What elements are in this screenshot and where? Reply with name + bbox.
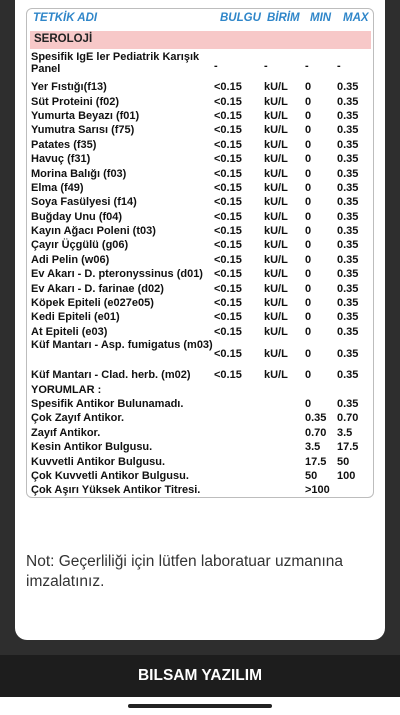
test-name: Ev Akarı - D. farinae (d02) — [31, 282, 164, 295]
table-row — [27, 397, 373, 411]
home-indicator[interactable] — [128, 704, 272, 708]
test-name: Zayıf Antikor. — [31, 426, 101, 439]
table-row — [27, 238, 373, 252]
test-name: Adi Pelin (w06) — [31, 253, 110, 266]
test-min: 0 — [305, 81, 312, 94]
test-max: 0.35 — [337, 81, 359, 94]
table-row — [27, 80, 373, 94]
test-max: 0.35 — [337, 325, 359, 338]
test-result: <0.15 — [214, 124, 242, 137]
test-unit: kU/L — [264, 297, 288, 310]
test-result: <0.15 — [214, 81, 242, 94]
table-row — [27, 411, 373, 425]
test-min: 17.5 — [305, 455, 327, 468]
footer-bar[interactable] — [0, 655, 400, 697]
test-unit: kU/L — [264, 311, 288, 324]
test-min: 50 — [305, 469, 318, 482]
test-result: <0.15 — [214, 282, 242, 295]
test-unit: kU/L — [264, 167, 288, 180]
footer-brand: BILSAM YAZILIM — [137, 667, 262, 684]
table-row — [27, 94, 373, 108]
table-row — [27, 123, 373, 137]
table-row — [27, 138, 373, 152]
test-min: 0 — [305, 297, 312, 310]
test-result: <0.15 — [214, 311, 242, 324]
test-name: Buğday Unu (f04) — [31, 210, 123, 223]
test-name: Yer Fıstığı(f13) — [31, 81, 107, 94]
results-table — [26, 8, 374, 498]
test-unit: kU/L — [264, 268, 288, 281]
test-result: <0.15 — [214, 347, 242, 360]
test-max: 0.35 — [337, 109, 359, 122]
test-result: <0.15 — [214, 138, 242, 151]
test-max: 0.35 — [337, 268, 359, 281]
test-name: Elma (f49) — [31, 181, 84, 194]
test-name: At Epiteli (e03) — [31, 325, 108, 338]
table-row — [27, 382, 373, 396]
table-row — [27, 325, 373, 339]
test-unit: kU/L — [264, 196, 288, 209]
test-result: - — [214, 59, 218, 72]
header-result: BULGU — [220, 12, 261, 24]
test-min: 3.5 — [305, 441, 321, 454]
test-max: 100 — [337, 469, 356, 482]
test-min: 0 — [305, 239, 312, 252]
test-unit: kU/L — [264, 109, 288, 122]
table-row — [27, 483, 373, 497]
test-unit: kU/L — [264, 239, 288, 252]
table-row — [27, 267, 373, 281]
table-header — [27, 12, 373, 28]
table-row — [27, 469, 373, 483]
test-name: Spesifik Antikor Bulunamadı. — [31, 398, 184, 410]
test-min: 0 — [305, 311, 312, 324]
test-name: Çayır Üçgülü (g06) — [31, 239, 129, 252]
test-result: <0.15 — [214, 268, 242, 281]
test-name: Patates (f35) — [31, 138, 97, 151]
test-max: 0.35 — [337, 369, 359, 382]
test-max: 0.35 — [337, 297, 359, 310]
test-min: 0 — [305, 225, 312, 238]
section-header: SEROLOJİ — [30, 31, 371, 49]
test-min: 0 — [305, 153, 312, 166]
test-name: Çok Kuvvetli Antikor Bulgusu. — [31, 469, 189, 482]
test-max: 0.35 — [337, 167, 359, 180]
test-max: 0.35 — [337, 196, 359, 209]
test-name: Soya Fasülyesi (f14) — [31, 196, 137, 209]
test-name: YORUMLAR : — [31, 383, 102, 396]
header-max: MAX — [343, 12, 369, 24]
test-min: 0 — [305, 398, 312, 410]
test-unit: kU/L — [264, 124, 288, 137]
test-min: 0 — [305, 325, 312, 338]
test-max: - — [337, 59, 341, 72]
test-name: Yumutra Sarısı (f75) — [31, 124, 135, 137]
table-row — [27, 210, 373, 224]
test-min: 0 — [305, 109, 312, 122]
test-name: Morina Balığı (f03) — [31, 167, 127, 180]
table-row — [27, 454, 373, 468]
test-result: <0.15 — [214, 239, 242, 252]
test-min: 0 — [305, 282, 312, 295]
table-row — [27, 310, 373, 324]
test-max: 0.35 — [337, 225, 359, 238]
test-name: Kayın Ağacı Poleni (t03) — [31, 225, 156, 238]
test-max: 0.70 — [337, 412, 359, 425]
test-result: <0.15 — [214, 225, 242, 238]
test-unit: kU/L — [264, 138, 288, 151]
table-row — [27, 339, 373, 368]
test-unit: - — [264, 59, 268, 72]
test-min: 0 — [305, 167, 312, 180]
test-max: 0.35 — [337, 124, 359, 137]
test-name: Köpek Epiteli (e027e05) — [31, 297, 154, 310]
test-unit: kU/L — [264, 210, 288, 223]
test-unit: kU/L — [264, 225, 288, 238]
test-name: Çok Aşırı Yüksek Antikor Titresi. — [31, 484, 201, 497]
test-min: - — [305, 59, 309, 72]
test-max: 50 — [337, 455, 350, 468]
test-max: 0.35 — [337, 153, 359, 166]
test-unit: kU/L — [264, 325, 288, 338]
test-name: Spesifik IgE ler Pediatrik Karışık Panel — [31, 51, 200, 75]
test-max: 0.35 — [337, 239, 359, 252]
test-min: >100 — [305, 484, 330, 497]
test-result: <0.15 — [214, 369, 242, 382]
test-unit: kU/L — [264, 253, 288, 266]
table-row — [27, 51, 373, 80]
table-row — [27, 440, 373, 454]
test-name: Kesin Antikor Bulgusu. — [31, 441, 153, 454]
table-row — [27, 253, 373, 267]
test-max: 0.35 — [337, 311, 359, 324]
test-min: 0 — [305, 181, 312, 194]
header-test-name: TETKİK ADI — [33, 12, 98, 24]
table-row — [27, 181, 373, 195]
header-min: MIN — [310, 12, 332, 24]
test-result: <0.15 — [214, 109, 242, 122]
test-unit: kU/L — [264, 282, 288, 295]
test-max: 0.35 — [337, 347, 359, 360]
table-row — [27, 426, 373, 440]
test-min: 0 — [305, 369, 312, 382]
test-min: 0 — [305, 138, 312, 151]
test-max: 0.35 — [337, 282, 359, 295]
test-min: 0 — [305, 268, 312, 281]
table-row — [27, 109, 373, 123]
validation-note: Not: Geçerliliği için lütfen laboratuar uzmanına imzalatınız. — [26, 553, 344, 590]
test-name: Süt Proteini (f02) — [31, 95, 120, 108]
test-result: <0.15 — [214, 297, 242, 310]
table-rows — [27, 51, 373, 498]
test-max: 0.35 — [337, 138, 359, 151]
test-name: Ev Akarı - D. pteronyssinus (d01) — [31, 268, 203, 281]
test-unit: kU/L — [264, 347, 288, 360]
test-result: <0.15 — [214, 167, 242, 180]
test-result: <0.15 — [214, 153, 242, 166]
test-name: Kedi Epiteli (e01) — [31, 311, 120, 324]
test-unit: kU/L — [264, 369, 288, 382]
table-row — [27, 224, 373, 238]
test-name: Küf Mantarı - Clad. herb. (m02) — [31, 369, 191, 382]
test-name: Çok Zayıf Antikor. — [31, 412, 125, 425]
test-min: 0 — [305, 124, 312, 137]
test-result: <0.15 — [214, 253, 242, 266]
test-unit: kU/L — [264, 153, 288, 166]
test-result: <0.15 — [214, 325, 242, 338]
test-min: 0.35 — [305, 412, 327, 425]
test-unit: kU/L — [264, 181, 288, 194]
test-result: <0.15 — [214, 196, 242, 209]
test-result: <0.15 — [214, 210, 242, 223]
test-max: 0.35 — [337, 210, 359, 223]
table-row — [27, 166, 373, 180]
table-row — [27, 152, 373, 166]
test-max: 0.35 — [337, 181, 359, 194]
test-unit: kU/L — [264, 95, 288, 108]
table-row — [27, 281, 373, 295]
test-min: 0 — [305, 95, 312, 108]
test-max: 0.35 — [337, 398, 359, 410]
test-result: <0.15 — [214, 181, 242, 194]
test-name: Küf Mantarı - Asp. fumigatus (m03) — [31, 339, 213, 352]
test-max: 0.35 — [337, 95, 359, 108]
test-min: 0 — [305, 210, 312, 223]
table-row — [27, 195, 373, 209]
table-row — [27, 368, 373, 382]
test-max: 17.5 — [337, 441, 359, 454]
system-nav-bar — [0, 697, 400, 715]
test-max: 0.35 — [337, 253, 359, 266]
test-min: 0 — [305, 253, 312, 266]
test-name: Havuç (f31) — [31, 153, 91, 166]
test-min: 0 — [305, 196, 312, 209]
test-name: Kuvvetli Antikor Bulgusu. — [31, 455, 166, 468]
header-unit: BİRİM — [267, 12, 300, 24]
test-unit: kU/L — [264, 81, 288, 94]
test-min: 0.70 — [305, 426, 327, 439]
test-min: 0 — [305, 347, 312, 360]
test-name: Yumurta Beyazı (f01) — [31, 109, 140, 122]
test-max: 3.5 — [337, 426, 353, 439]
table-row — [27, 296, 373, 310]
test-result: <0.15 — [214, 95, 242, 108]
